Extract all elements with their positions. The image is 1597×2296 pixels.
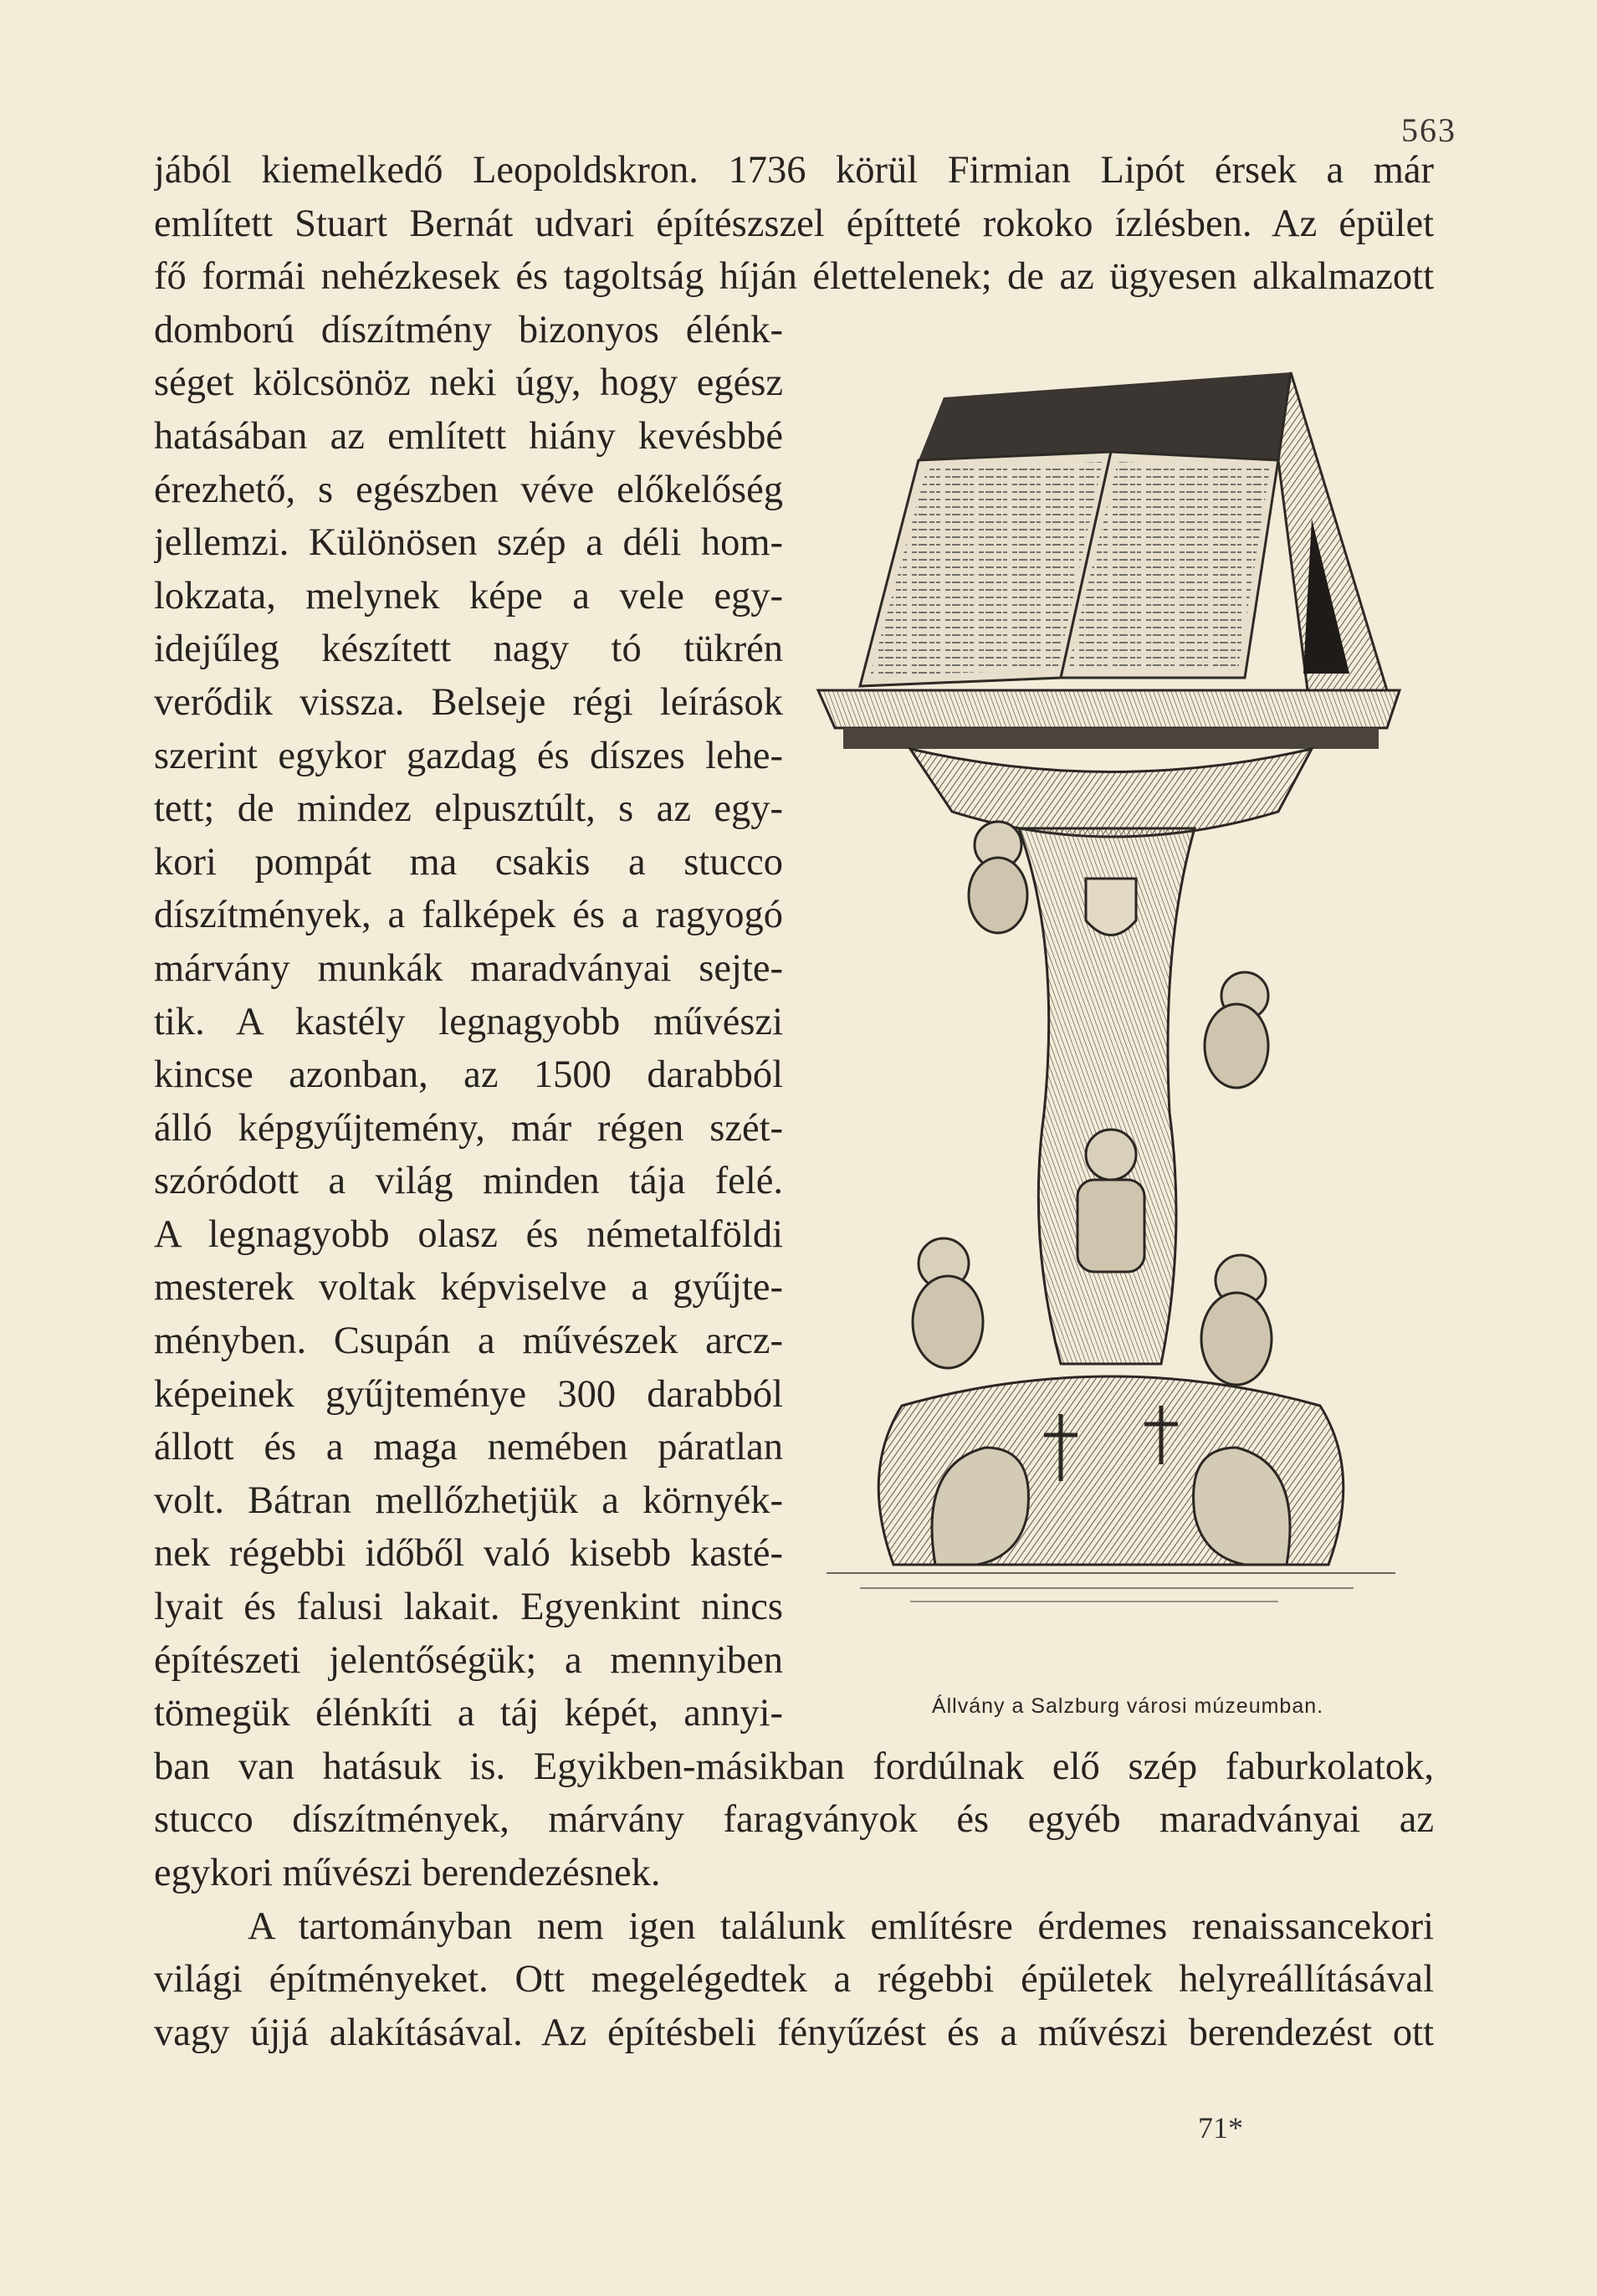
text-line: jellemzi. Különösen szép a déli hom-	[154, 521, 783, 565]
text-line: séget kölcsönöz neki úgy, hogy egész	[154, 361, 783, 405]
text-line: márvány munkák maradványai sejte-	[154, 946, 783, 990]
text-line: kincse azonban, az 1500 darabból	[154, 1053, 783, 1097]
text-line: díszítmények, a falképek és a ragyogó	[154, 894, 783, 937]
text-line: domború díszítmény bizonyos élénk-	[154, 308, 783, 351]
page-number: 563	[1401, 111, 1456, 149]
text-line: tömegük élénkíti a táj képét, annyi-	[154, 1692, 783, 1735]
text-line: szerint egykor gazdag és díszes lehe-	[154, 734, 783, 777]
text-line: nek régebbi időből való kisebb kasté-	[154, 1532, 783, 1576]
text-line: mesterek voltak képviselve a gyűjte-	[154, 1266, 783, 1309]
text-line: szóródott a világ minden tája felé.	[154, 1160, 783, 1203]
text-line: képeinek gyűjteménye 300 darabból	[154, 1372, 783, 1416]
signature-mark: 71*	[1198, 2111, 1243, 2145]
text-line: ban van hatásuk is. Egyikben-másikban fordúlnak elő szép faburkolatok,	[154, 1745, 1434, 1788]
book-cover	[919, 372, 1291, 460]
text-line: jából kiemelkedő Leopoldskron. 1736 körül Firmian Lipót érsek a már	[154, 149, 1434, 192]
text-line: említett Stuart Bernát udvari építészszel építteté rokoko ízlésben. Az épület	[154, 202, 1434, 245]
lectern-engraving	[810, 360, 1427, 1682]
text-line: idejűleg készített nagy tó tükrén	[154, 628, 783, 671]
text-line: álló képgyűjtemény, már régen szét-	[154, 1106, 783, 1150]
text-line: állott és a maga nemében páratlan	[154, 1426, 783, 1469]
text-line: tett; de mindez elpusztúlt, s az egy-	[154, 787, 783, 831]
lectern-ledge	[818, 690, 1400, 728]
coat-of-arms	[1086, 879, 1136, 935]
ledge-shadow	[843, 728, 1379, 749]
text-line: volt. Bátran mellőzhetjük a környék-	[154, 1479, 783, 1522]
text-line: érezhető, s egészben véve előkelőség	[154, 468, 783, 511]
text-line: építészeti jelentőségük; a mennyiben	[154, 1638, 783, 1682]
text-line: verődik vissza. Belseje régi leírások	[154, 680, 783, 724]
text-line: A tartományban nem igen találunk említésre érdemes renaissancekori	[248, 1904, 1434, 1948]
capital	[910, 749, 1312, 837]
text-line: kori pompát ma csakis a stucco	[154, 840, 783, 884]
lectern-illustration	[810, 360, 1427, 1682]
figure-head	[1086, 1130, 1136, 1180]
figure-caption: Állvány a Salzburg városi múzeumban.	[931, 1694, 1324, 1718]
text-line: ményben. Csupán a művészek arcz-	[154, 1320, 783, 1363]
text-line: fő formái nehézkesek és tagoltság híján élettelenek; de az ügyesen alkalmazott	[154, 255, 1434, 299]
text-line: lyait és falusi lakait. Egyenkint nincs	[154, 1586, 783, 1629]
text-line: tik. A kastély legnagyobb művészi	[154, 1000, 783, 1043]
text-line: lokzata, melynek képe a vele egy-	[154, 574, 783, 618]
text-line: hatásában az említett hiány kevésbbé	[154, 414, 783, 458]
text-line: stucco díszítmények, márvány faragványok és egyéb maradványai az	[154, 1798, 1434, 1842]
text-line: A legnagyobb olasz és németalföldi	[154, 1212, 783, 1256]
text-line: egykori művészi berendezésnek.	[154, 1852, 661, 1894]
text-line: világi építményeket. Ott megelégedtek a régebbi épületek helyreállításával	[154, 1958, 1434, 2001]
text-line: vagy újjá alakításával. Az építésbeli fényűzést és a művészi berendezést ott	[154, 2011, 1434, 2054]
